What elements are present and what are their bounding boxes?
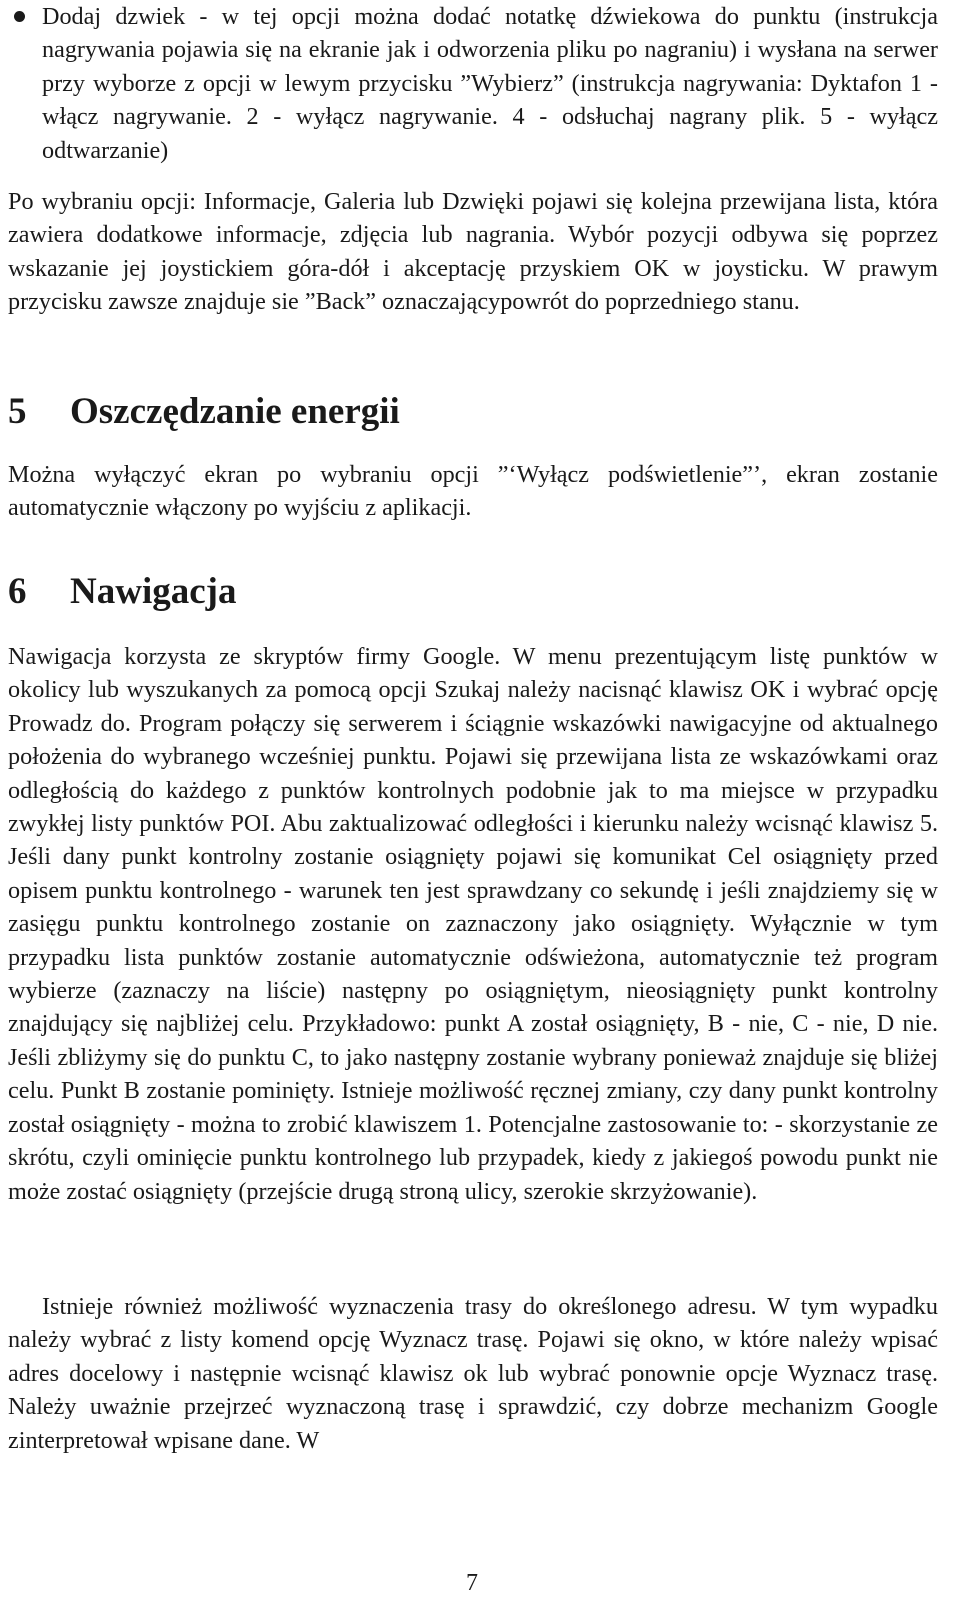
section-6-body-2 [8,1290,938,1457]
section-6-text-2: Istnieje również możliwość wyznaczenia trasy do określonego adresu. W tym wypadku należy wybrać z listy komend opcję Wyznacz trasę. Pojawi się okno, w które należy wpisać adres docelowy i następnie wcisnąć klawisz ok lub wybrać ponownie opcje Wyznacz trasę. Należy uważnie przejrzeć wyznaczoną trasę i sprawdzić, czy dobrze mechanizm Google zinterpretował wpisane dane. W [8,1293,938,1454]
section-number: 6 [8,571,27,612]
section-title: Nawigacja [70,571,237,612]
section-6-body [8,640,938,1208]
bullet-item [42,0,938,167]
paragraph-options-text: Po wybraniu opcji: Informacje, Galeria lub Dzwięki pojawi się kolejna przewijana lista, która zawiera dodatkowe informacje, zdjęcia lub nagrania. Wybór pozycji odbywa się poprzez wskazanie jej joystickiem góra-dół i akceptację przyskiem OK w joysticku. W prawym przycisku zawsze znajduje sie ”Back” oznaczającypowrót do poprzedniego stanu. [8,188,938,316]
section-heading-6 [8,570,236,614]
section-number: 5 [8,391,27,432]
section-6-text: Nawigacja korzysta ze skryptów firmy Google. W menu prezentującym listę punktów w okolicy lub wyszukanych za pomocą opcji Szukaj należy nacisnąć klawisz OK i wybrać opcję Prowadz do. Program połączy się serwerem i ściągnie wskazówki nawigacyjne od aktualnego położenia do wybranego wcześniej punktu. Pojawi się przewijana lista ze wskazówkami oraz odległością do każdego z punktów kontrolnych podobnie jak to ma miejsce w przypadku zwykłej listy punktów POI. Abu zaktualizować odległości i kierunku należy wcisnąć klawisz 5. Jeśli dany punkt kontrolny zostanie osiągnięty pojawi się komunikat Cel osiągnięty przed opisem punktu kontrolnego - warunek ten jest sprawdzany co sekundę i jeśli znajdziemy się w zasięgu punktu kontrolnego zostanie on zaznaczony jako osiągnięty. Wyłącznie w tym przypadku lista punktów zostanie automatycznie odświeżona, automatycznie też program wybierze (zaznaczy na liście) następny po osiągniętym, nieosiągnięty punkt kontrolny znajdujący się najbliżej celu. Przykładowo: punkt A został osiągnięty, B - nie, C - nie, D nie. Jeśli zbliżymy się do punktu C, to jako następny zostanie wybrany ponieważ znajduje się bliżej celu. Punkt B zostanie pominięty. Istnieje możliwość ręcznej zmiany, czy dany punkt kontrolny został osiągnięty - można to zrobić klawiszem 1. Potencjalne zastosowanie to: - skorzystanie ze skrótu, czyli ominięcie punktu kontrolnego lub przypadek, kiedy z jakiegoś powodu punkt nie może zostać osiągnięty (przejście drugą stroną ulicy, szerokie skrzyżowanie). [8,643,938,1205]
section-5-text: Można wyłączyć ekran po wybraniu opcji ”‘Wyłącz podświetlenie”’, ekran zostanie automatycznie włączony po wyjściu z aplikacji. [8,461,938,522]
paragraph-options [8,185,938,319]
section-heading-5 [8,390,400,434]
section-title: Oszczędzanie energii [70,391,400,432]
page-number: 7 [466,1570,478,1596]
section-5-body [8,458,938,525]
bullet-dot-icon [14,11,25,22]
bullet-text: Dodaj dzwiek - w tej opcji można dodać notatkę dźwiekowa do punktu (instrukcja nagrywania pojawia się na ekranie jak i odworzenia pliku po nagraniu) i wysłana na serwer przy wyborze z opcji w lewym przycisku ”Wybierz” (instrukcja nagrywania: Dyktafon 1 - włącz nagrywanie. 2 - wyłącz nagrywanie. 4 - odsłuchaj nagrany plik. 5 - wyłącz odtwarzanie) [42,3,938,164]
